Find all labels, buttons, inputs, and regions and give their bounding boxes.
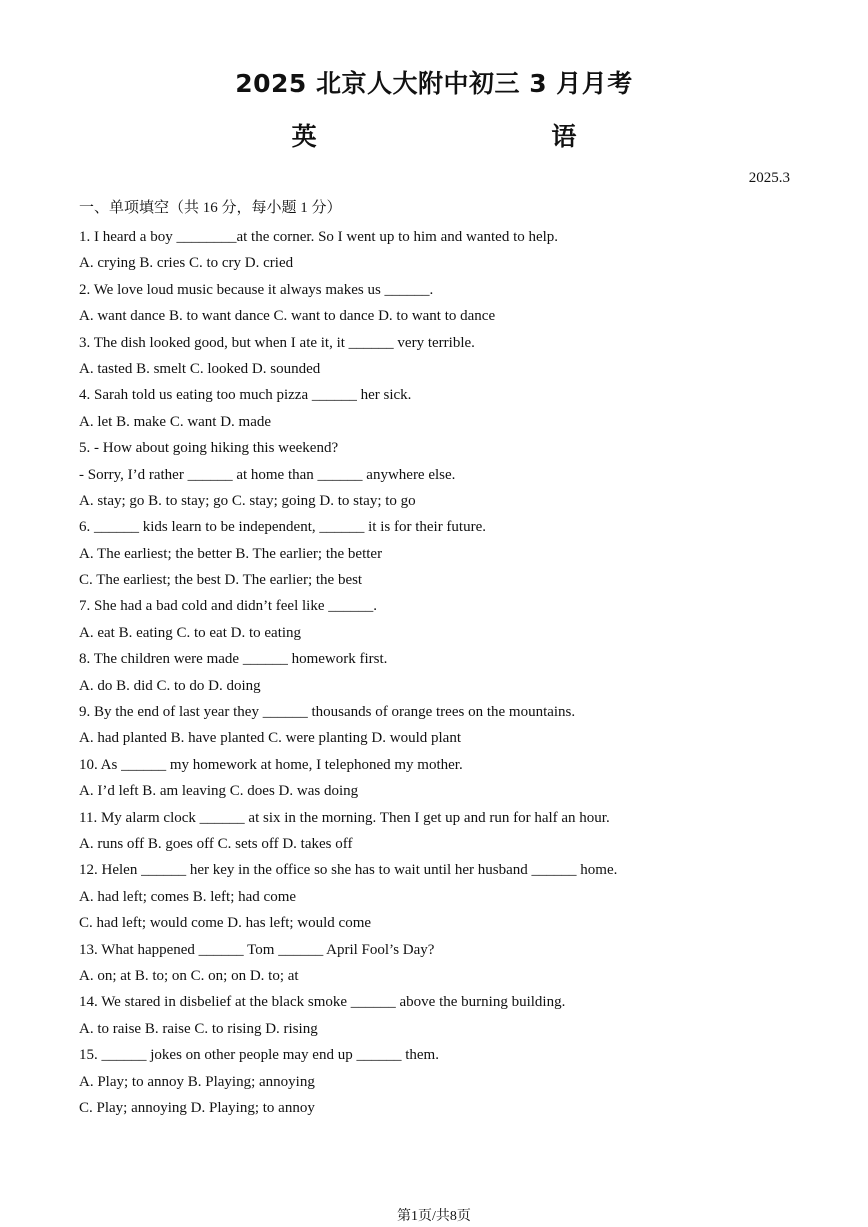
question-list <box>79 224 799 1121</box>
options-line: A. let B. make C. want D. made <box>79 413 272 430</box>
options-line: A. The earliest; the better B. The earlier; the better <box>79 545 383 562</box>
page-number: 第1页/共8页 <box>397 1209 471 1224</box>
question-line: 7. She had a bad cold and didn’t feel like ______. <box>79 598 377 615</box>
question-line: 4. Sarah told us eating too much pizza ______ her sick. <box>79 387 412 404</box>
options-line: C. The earliest; the best D. The earlier; the best <box>79 572 363 589</box>
exam-date: 2025.3 <box>748 170 790 186</box>
question-line: 15. ______ jokes on other people may end up ______ them. <box>79 1047 439 1064</box>
question-line: 2. We love loud music because it always makes us ______. <box>79 281 434 298</box>
options-line: A. stay; go B. to stay; go C. stay; going D. to stay; to go <box>79 492 416 509</box>
question-line: 8. The children were made ______ homework first. <box>79 651 388 668</box>
question-line: 1. I heard a boy ________at the corner. So I went up to him and wanted to help. <box>79 229 559 245</box>
options-line: C. Play; annoying D. Playing; to annoy <box>79 1099 315 1116</box>
options-line: A. crying B. cries C. to cry D. cried <box>79 255 294 272</box>
question-line: 9. By the end of last year they ______ thousands of orange trees on the mountains. <box>79 704 576 721</box>
question-line: 5. - How about going hiking this weekend? <box>79 440 339 457</box>
options-line: A. tasted B. smelt C. looked D. sounded <box>79 360 321 377</box>
question-line: 6. ______ kids learn to be independent, ______ it is for their future. <box>79 519 486 536</box>
section-title: 一、单项填空（共 16 分，每小题 1 分） <box>79 200 342 216</box>
options-line: A. runs off B. goes off C. sets off D. takes off <box>79 835 353 852</box>
question-line: 12. Helen ______ her key in the office so she has to wait until her husband ______ home. <box>79 862 618 879</box>
question-line: 11. My alarm clock ______ at six in the morning. Then I get up and run for half an hour. <box>79 809 610 826</box>
question-line: 13. What happened ______ Tom ______ April Fool’s Day? <box>79 941 435 958</box>
subject-heading: 英 语 <box>291 122 577 151</box>
options-line: A. on; at B. to; on C. on; on D. to; at <box>79 967 299 984</box>
options-line: A. I’d left B. am leaving C. does D. was doing <box>79 783 359 800</box>
question-line: - Sorry, I’d rather ______ at home than ______ anywhere else. <box>79 466 456 483</box>
options-line: A. had planted B. have planted C. were planting D. would plant <box>79 730 461 747</box>
options-line: A. do B. did C. to do D. doing <box>79 677 261 694</box>
options-line: A. want dance B. to want dance C. want to dance D. to want to dance <box>79 308 496 325</box>
question-line: 14. We stared in disbelief at the black smoke ______ above the burning building. <box>79 994 566 1011</box>
options-line: A. to raise B. raise C. to rising D. rising <box>79 1020 318 1037</box>
question-line: 10. As ______ my homework at home, I telephoned my mother. <box>79 756 463 773</box>
options-line: A. eat B. eating C. to eat D. to eating <box>79 624 302 641</box>
options-line: A. Play; to annoy B. Playing; annoying <box>79 1073 315 1090</box>
options-line: A. had left; comes B. left; had come <box>79 888 297 905</box>
question-line: 3. The dish looked good, but when I ate it, it ______ very terrible. <box>79 334 475 351</box>
options-line: C. had left; would come D. has left; would come <box>79 915 372 932</box>
exam-title: 2025 北京人大附中初三 3 月月考 <box>235 69 633 98</box>
